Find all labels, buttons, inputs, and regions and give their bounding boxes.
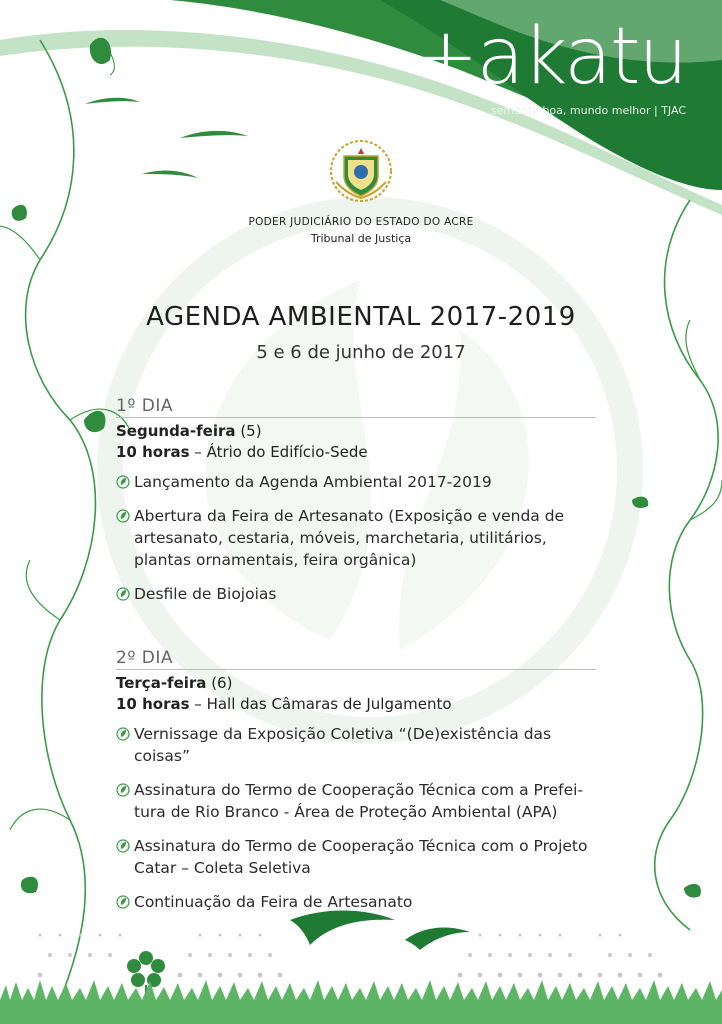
list-item — [116, 505, 604, 571]
weekday: Terça-feira — [116, 674, 207, 692]
leaf-bullet-icon — [116, 783, 130, 797]
day-section — [116, 648, 596, 925]
court-header — [0, 216, 722, 245]
list-item — [116, 891, 604, 913]
list-item-text: Abertura da Feira de Artesanato (Exposição e venda de artesanato, cestaria, móveis, marchetaria, utilitários, plantas ornamentais, feira orgânica) — [134, 507, 565, 569]
day-place: – Átrio do Edifício-Sede — [189, 443, 368, 461]
list-item-text: Continuação da Feira de Artesanato — [134, 893, 413, 911]
agenda-list — [116, 471, 596, 605]
brand — [413, 12, 686, 128]
court-name: PODER JUDICIÁRIO DO ESTADO DO ACRE — [248, 216, 474, 228]
event-dates: 5 e 6 de junho de 2017 — [256, 342, 466, 363]
day-label: 1º DIA — [116, 396, 596, 418]
weekday: Segunda-feira — [116, 422, 236, 440]
leaf-bullet-icon — [116, 727, 130, 741]
day-date: (5) — [240, 422, 262, 440]
leaf-bullet-icon — [116, 587, 130, 601]
list-item-text: Assinatura do Termo de Cooperação Técnica com a Prefei-tura de Rio Branco - Área de Proteção Ambiental (APA) — [134, 781, 584, 821]
list-item-text: Assinatura do Termo de Cooperação Técnica com o Projeto Catar – Coleta Seletiva — [134, 837, 588, 877]
agenda-list — [116, 723, 596, 913]
day-date: (6) — [211, 674, 233, 692]
day-time-place — [116, 695, 596, 713]
day-weekday — [116, 422, 596, 440]
brand-logo: +akatu — [413, 12, 686, 102]
day-section — [116, 396, 596, 617]
leaf-bullet-icon — [116, 839, 130, 853]
day-label: 2º DIA — [116, 648, 596, 670]
leaf-bullet-icon — [116, 895, 130, 909]
leaf-bullet-icon — [116, 509, 130, 523]
bird — [85, 98, 140, 104]
page-title: AGENDA AMBIENTAL 2017-2019 — [146, 302, 576, 332]
list-item-text: Desfile de Biojoias — [134, 585, 277, 603]
leaf-bullet-icon — [116, 475, 130, 489]
court-subname: Tribunal de Justiça — [310, 232, 412, 245]
list-item — [116, 471, 604, 493]
day-weekday — [116, 674, 596, 692]
day-time: 10 horas — [116, 695, 190, 713]
day-time: 10 horas — [116, 443, 190, 461]
list-item — [116, 583, 604, 605]
list-item-text: Lançamento da Agenda Ambiental 2017-2019 — [134, 473, 492, 491]
left-vine — [26, 40, 96, 1000]
brand-tagline: semente boa, mundo melhor | TJAC — [490, 104, 686, 117]
coat-of-arms-icon — [328, 138, 394, 204]
day-place: – Hall das Câmaras de Julgamento — [189, 695, 452, 713]
list-item-text: Vernissage da Exposição Coletiva “(De)existência das coisas” — [134, 725, 552, 765]
list-item — [116, 779, 604, 823]
list-item — [116, 723, 604, 767]
list-item — [116, 835, 604, 879]
day-time-place — [116, 443, 596, 461]
